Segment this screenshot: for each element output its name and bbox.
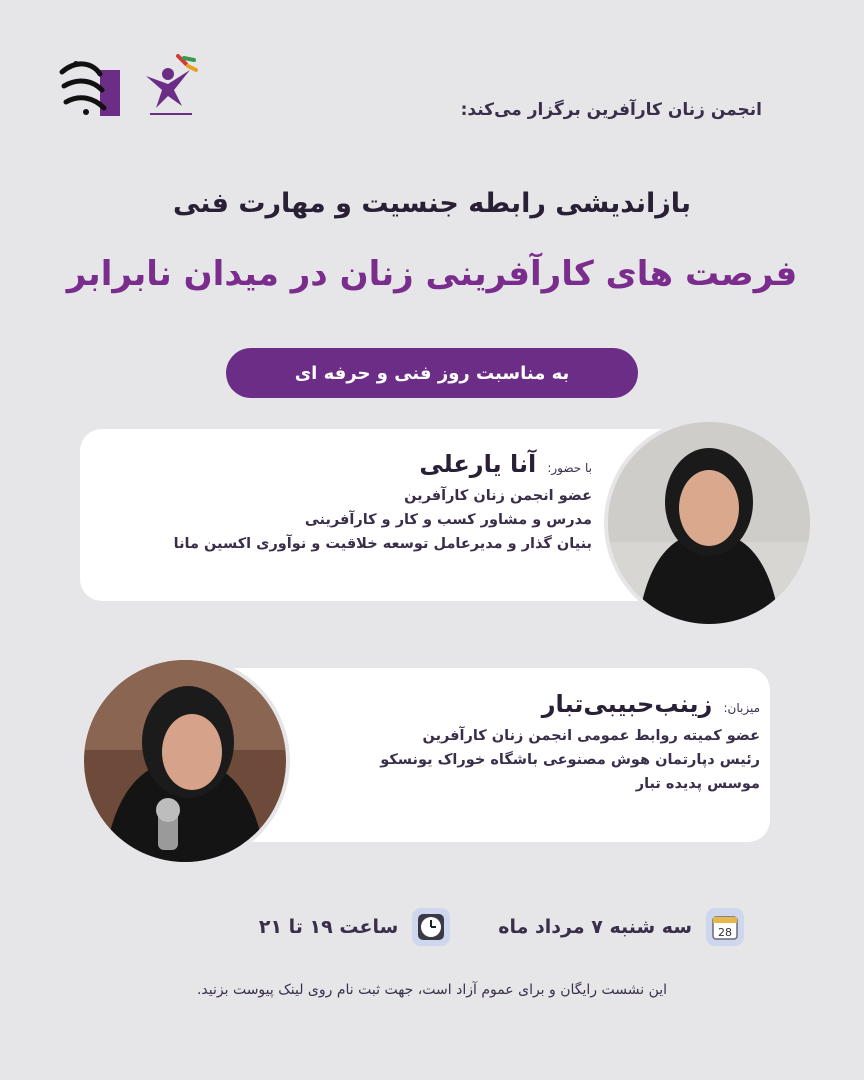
date-time-row — [259, 908, 744, 946]
speaker-info — [92, 450, 592, 556]
occasion-badge: به مناسبت روز فنی و حرفه ای — [226, 348, 638, 398]
calendar-day: 28 — [718, 926, 732, 939]
calendar-icon — [706, 908, 744, 946]
clock-icon — [412, 908, 450, 946]
speaker-name: آنا یارعلی — [419, 450, 537, 478]
host-desc-line: عضو کمیته روابط عمومی انجمن زنان کارآفرین — [422, 728, 760, 744]
title-line-2: فرصت های کارآفرینی زنان در میدان نابرابر — [66, 254, 798, 294]
speaker-photo — [604, 418, 814, 628]
host-name: زینب‌حبیبی‌تبار — [541, 690, 713, 718]
speaker-role-label: با حضور: — [547, 461, 592, 475]
host-info — [280, 690, 760, 796]
host-role-label: میزبان: — [723, 701, 760, 715]
host-desc-line: موسس پدیده تبار — [635, 776, 760, 792]
registration-note: این نشست رایگان و برای عموم آزاد است، جهت ثبت نام روی لینک پیوست بزنید. — [196, 982, 668, 998]
hamkalami-logo — [56, 52, 124, 120]
host-desc-line: رئیس دپارتمان هوش مصنوعی باشگاه خوراک یونسکو — [380, 752, 760, 768]
host-photo — [80, 656, 290, 866]
event-date: سه شنبه ۷ مرداد ماه — [498, 916, 692, 938]
event-time: ساعت ۱۹ تا ۲۱ — [258, 916, 399, 938]
speaker-desc-line: مدرس و مشاور کسب و کار و کارآفرینی — [304, 512, 592, 528]
organizer-heading: انجمن زنان کارآفرین برگزار می‌کند: — [460, 100, 762, 120]
speaker-desc-line: عضو انجمن زنان کارآفرین — [404, 488, 592, 504]
title-line-1: بازاندیشی رابطه جنسیت و مهارت فنی — [172, 188, 692, 219]
speaker-desc-line: بنیان گذار و مدیرعامل توسعه خلاقیت و نوآوری اکسین مانا — [173, 536, 592, 552]
association-logo — [138, 50, 202, 120]
